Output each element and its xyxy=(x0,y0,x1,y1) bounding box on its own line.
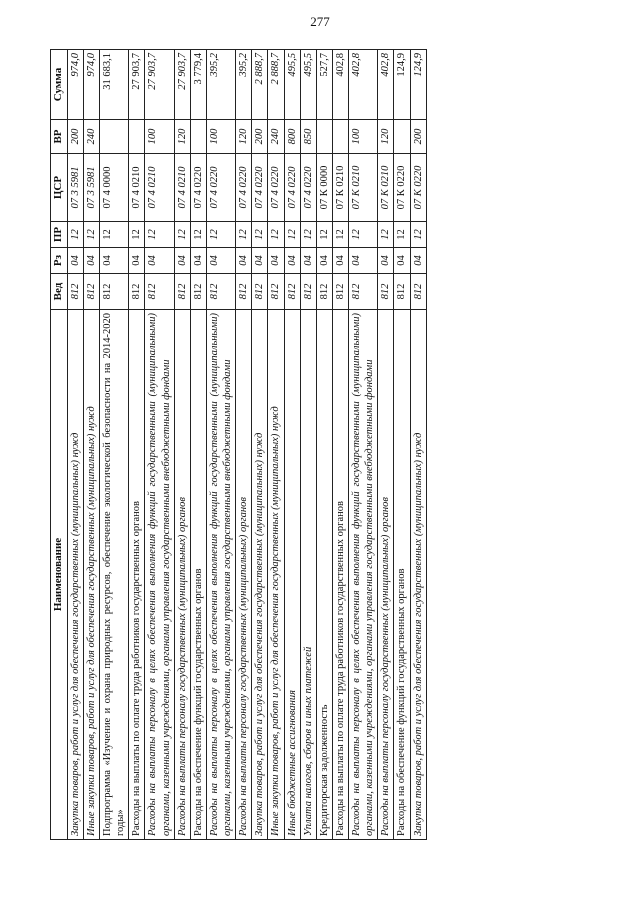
table-row xyxy=(145,50,174,840)
row-vr xyxy=(332,120,348,154)
table-row xyxy=(300,50,316,840)
row-pr: 12 xyxy=(100,222,129,248)
row-csr: 07 4 0000 xyxy=(100,154,129,222)
row-rz: 04 xyxy=(100,248,129,274)
row-pr: 12 xyxy=(83,222,99,248)
row-name: Расходы на выплаты персоналу в целях обеспечения выполнения функций государственными (муниципальными) органами, казенными учреждениями, органами управления государственными внебюджетными фондами xyxy=(206,310,235,840)
row-pr: 12 xyxy=(190,222,206,248)
row-name: Закупка товаров, работ и услуг для обеспечения государственных (муниципальных) нужд xyxy=(410,310,426,840)
row-vr xyxy=(100,120,129,154)
row-sum: 3 779,4 xyxy=(190,50,206,120)
row-name: Расходы на обеспечение функций государственных органов xyxy=(394,310,410,840)
table-row xyxy=(349,50,378,840)
table-row xyxy=(190,50,206,840)
row-vr xyxy=(316,120,332,154)
row-sum: 495,5 xyxy=(300,50,316,120)
row-sum: 27 903,7 xyxy=(129,50,145,120)
header-vr: ВР xyxy=(51,120,68,154)
table-row xyxy=(378,50,394,840)
table-row xyxy=(268,50,284,840)
page-number: 277 xyxy=(310,14,330,29)
row-ved: 812 xyxy=(129,274,145,310)
table-row xyxy=(410,50,426,840)
table-row xyxy=(236,50,252,840)
row-pr: 12 xyxy=(394,222,410,248)
row-name: Расходы на выплаты персоналу государственных (муниципальных) органов xyxy=(174,310,190,840)
rotated-table-container xyxy=(50,50,610,840)
row-name: Расходы на выплаты персоналу в целях обеспечения выполнения функций государственными (муниципальными) органами, казенными учреждениями, органами управления государственными внебюджетными фондами xyxy=(349,310,378,840)
row-sum: 27 903,7 xyxy=(174,50,190,120)
header-pr: ПР xyxy=(51,222,68,248)
row-vr: 200 xyxy=(252,120,268,154)
table-row xyxy=(129,50,145,840)
row-sum: 2 888,7 xyxy=(252,50,268,120)
row-pr: 12 xyxy=(378,222,394,248)
table-row xyxy=(394,50,410,840)
row-rz: 04 xyxy=(206,248,235,274)
row-name: Иные закупки товаров, работ и услуг для обеспечения государственных (муниципальных) нужд xyxy=(268,310,284,840)
row-rz: 04 xyxy=(378,248,394,274)
row-pr: 12 xyxy=(67,222,83,248)
row-ved: 812 xyxy=(145,274,174,310)
row-sum: 402,8 xyxy=(349,50,378,120)
row-ved: 812 xyxy=(236,274,252,310)
row-name: Подпрограмма «Изучение и охрана природных ресурсов, обеспечение экологической безопасности на 2014-2020 годы» xyxy=(100,310,129,840)
table-row xyxy=(174,50,190,840)
table-row xyxy=(67,50,83,840)
row-rz: 04 xyxy=(145,248,174,274)
row-ved: 812 xyxy=(394,274,410,310)
row-csr: 07 4 0220 xyxy=(206,154,235,222)
row-sum: 395,2 xyxy=(206,50,235,120)
row-vr: 200 xyxy=(67,120,83,154)
row-vr xyxy=(190,120,206,154)
table-header-row xyxy=(51,50,68,840)
row-csr: 07 4 0220 xyxy=(236,154,252,222)
header-sum: Сумма xyxy=(51,50,68,120)
row-rz: 04 xyxy=(268,248,284,274)
row-name: Уплата налогов, сборов и иных платежей xyxy=(300,310,316,840)
row-vr: 120 xyxy=(378,120,394,154)
header-csr: ЦСР xyxy=(51,154,68,222)
budget-table xyxy=(50,49,427,840)
row-csr: 07 4 0220 xyxy=(190,154,206,222)
table-row xyxy=(100,50,129,840)
row-rz: 04 xyxy=(300,248,316,274)
row-sum: 395,2 xyxy=(236,50,252,120)
row-vr: 800 xyxy=(284,120,300,154)
row-pr: 12 xyxy=(316,222,332,248)
row-rz: 04 xyxy=(83,248,99,274)
row-ved: 812 xyxy=(349,274,378,310)
row-vr xyxy=(394,120,410,154)
row-ved: 812 xyxy=(300,274,316,310)
row-pr: 12 xyxy=(332,222,348,248)
row-pr: 12 xyxy=(252,222,268,248)
row-csr: 07 4 0220 xyxy=(300,154,316,222)
row-csr: 07 4 0220 xyxy=(284,154,300,222)
table-row xyxy=(83,50,99,840)
table-row xyxy=(284,50,300,840)
row-sum: 27 903,7 xyxy=(145,50,174,120)
row-ved: 812 xyxy=(268,274,284,310)
row-pr: 12 xyxy=(129,222,145,248)
row-name: Расходы на выплаты персоналу государственных (муниципальных) органов xyxy=(236,310,252,840)
row-sum: 402,8 xyxy=(378,50,394,120)
header-name: Наименование xyxy=(51,310,68,840)
row-rz: 04 xyxy=(252,248,268,274)
row-rz: 04 xyxy=(67,248,83,274)
row-rz: 04 xyxy=(129,248,145,274)
row-pr: 12 xyxy=(268,222,284,248)
row-csr: 07 К 0220 xyxy=(410,154,426,222)
header-ved: Вед xyxy=(51,274,68,310)
row-name: Расходы на выплаты персоналу в целях обеспечения выполнения функций государственными (муниципальными) органами, казенными учреждениями, органами управления государственными внебюджетными фондами xyxy=(145,310,174,840)
row-vr: 100 xyxy=(349,120,378,154)
row-ved: 812 xyxy=(316,274,332,310)
row-csr: 07 4 0210 xyxy=(129,154,145,222)
row-sum: 527,7 xyxy=(316,50,332,120)
row-csr: 07 К 0210 xyxy=(378,154,394,222)
row-csr: 07 3 5981 xyxy=(67,154,83,222)
row-vr: 100 xyxy=(145,120,174,154)
row-ved: 812 xyxy=(410,274,426,310)
row-rz: 04 xyxy=(316,248,332,274)
row-rz: 04 xyxy=(394,248,410,274)
row-ved: 812 xyxy=(100,274,129,310)
row-name: Расходы на выплаты по оплате труда работников государственных органов xyxy=(332,310,348,840)
row-name: Закупка товаров, работ и услуг для обеспечения государственных (муниципальных) нужд xyxy=(67,310,83,840)
row-pr: 12 xyxy=(349,222,378,248)
row-rz: 04 xyxy=(410,248,426,274)
row-vr: 850 xyxy=(300,120,316,154)
row-pr: 12 xyxy=(145,222,174,248)
row-name: Расходы на выплаты персоналу государственных (муниципальных) органов xyxy=(378,310,394,840)
row-pr: 12 xyxy=(206,222,235,248)
row-name: Расходы на обеспечение функций государственных органов xyxy=(190,310,206,840)
row-pr: 12 xyxy=(410,222,426,248)
row-vr: 120 xyxy=(236,120,252,154)
row-name: Иные бюджетные ассигнования xyxy=(284,310,300,840)
row-name: Расходы на выплаты по оплате труда работников государственных органов xyxy=(129,310,145,840)
row-vr: 240 xyxy=(83,120,99,154)
row-csr: 07 4 0210 xyxy=(174,154,190,222)
row-pr: 12 xyxy=(174,222,190,248)
row-name: Закупка товаров, работ и услуг для обеспечения государственных (муниципальных) нужд xyxy=(252,310,268,840)
row-ved: 812 xyxy=(284,274,300,310)
row-sum: 124,9 xyxy=(394,50,410,120)
row-rz: 04 xyxy=(284,248,300,274)
row-rz: 04 xyxy=(174,248,190,274)
row-ved: 812 xyxy=(206,274,235,310)
table-row xyxy=(252,50,268,840)
row-ved: 812 xyxy=(332,274,348,310)
row-vr: 120 xyxy=(174,120,190,154)
header-rz: Рз xyxy=(51,248,68,274)
row-sum: 974,0 xyxy=(67,50,83,120)
row-ved: 812 xyxy=(190,274,206,310)
row-csr: 07 4 0220 xyxy=(252,154,268,222)
row-sum: 2 888,7 xyxy=(268,50,284,120)
row-csr: 07 4 0210 xyxy=(145,154,174,222)
row-vr xyxy=(129,120,145,154)
row-sum: 402,8 xyxy=(332,50,348,120)
row-pr: 12 xyxy=(300,222,316,248)
row-sum: 31 683,1 xyxy=(100,50,129,120)
table-row xyxy=(332,50,348,840)
row-ved: 812 xyxy=(83,274,99,310)
table-row xyxy=(316,50,332,840)
row-csr: 07 К 0220 xyxy=(394,154,410,222)
table-row xyxy=(206,50,235,840)
row-ved: 812 xyxy=(174,274,190,310)
row-pr: 12 xyxy=(236,222,252,248)
row-rz: 04 xyxy=(332,248,348,274)
row-csr: 07 3 5981 xyxy=(83,154,99,222)
row-pr: 12 xyxy=(284,222,300,248)
row-name: Иные закупки товаров, работ и услуг для обеспечения государственных (муниципальных) нужд xyxy=(83,310,99,840)
row-ved: 812 xyxy=(378,274,394,310)
row-sum: 974,0 xyxy=(83,50,99,120)
row-ved: 812 xyxy=(252,274,268,310)
row-vr: 100 xyxy=(206,120,235,154)
row-name: Кредиторская задолженность xyxy=(316,310,332,840)
row-csr: 07 4 0220 xyxy=(268,154,284,222)
row-vr: 200 xyxy=(410,120,426,154)
row-rz: 04 xyxy=(190,248,206,274)
row-sum: 124,9 xyxy=(410,50,426,120)
row-rz: 04 xyxy=(349,248,378,274)
row-csr: 07 К 0210 xyxy=(332,154,348,222)
row-ved: 812 xyxy=(67,274,83,310)
row-rz: 04 xyxy=(236,248,252,274)
row-csr: 07 К 0210 xyxy=(349,154,378,222)
row-csr: 07 К 0000 xyxy=(316,154,332,222)
row-sum: 495,5 xyxy=(284,50,300,120)
row-vr: 240 xyxy=(268,120,284,154)
